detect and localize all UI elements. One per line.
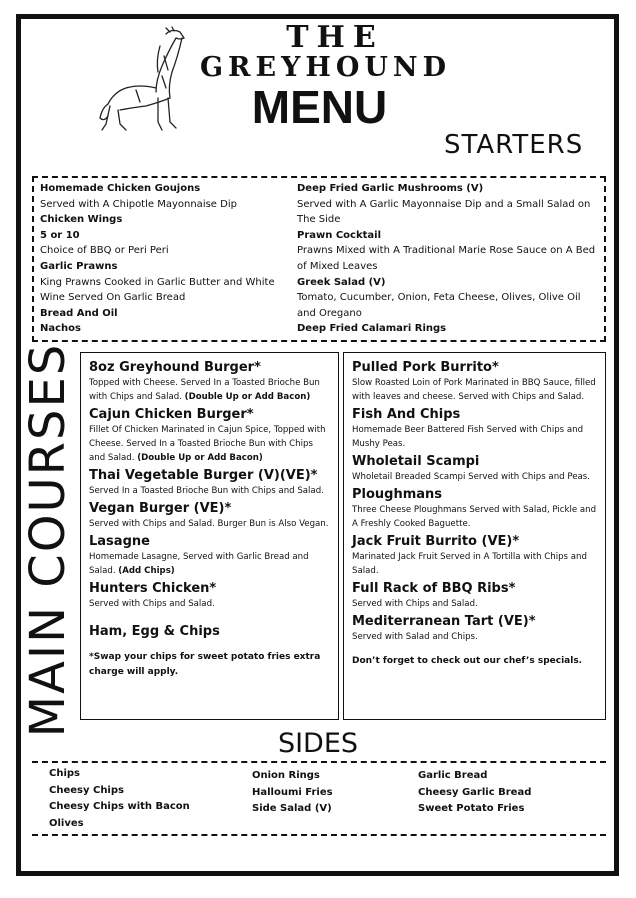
starter-name: Deep Fried Garlic Mushrooms (V) bbox=[297, 183, 484, 194]
starter-name: Chicken Wings bbox=[40, 214, 123, 226]
side-item: Onion Rings bbox=[252, 770, 320, 781]
sweet-potato-note: *Swap your chips for sweet potato fries extra charge will apply. bbox=[89, 652, 321, 677]
main-courses-right-box bbox=[343, 352, 606, 720]
sides-heading: SIDES bbox=[277, 728, 359, 759]
main-item-desc: Served with Chips and Salad. Burger Bun is Also Vegan. bbox=[89, 519, 329, 529]
main-item-name: Mediterranean Tart (VE)* bbox=[352, 614, 536, 629]
starter-desc: King Prawns Cooked in Garlic Butter and White Wine Served On Garlic Bread bbox=[40, 276, 275, 304]
starter-name: Nachos bbox=[40, 323, 81, 335]
main-item-name: Full Rack of BBQ Ribs* bbox=[352, 581, 516, 596]
menu-heading: MENU bbox=[251, 81, 388, 133]
side-item: Sweet Potato Fries bbox=[418, 803, 525, 814]
starter-name: Prawn Cocktail bbox=[297, 229, 382, 241]
main-item-name: Cajun Chicken Burger* bbox=[89, 407, 254, 422]
side-item: Olives bbox=[49, 817, 84, 829]
main-item-desc-text: Topped with Cheese. Served In a Toasted Brioche Bun with Chips and Salad. bbox=[89, 378, 320, 402]
main-item-name: Ploughmans bbox=[352, 487, 443, 502]
main-item-desc: Homemade Beer Battered Fish Served with Chips and Mushy Peas. bbox=[352, 425, 584, 449]
main-item-extra: (Double Up or Add Bacon) bbox=[137, 453, 263, 463]
starter-name: Greek Salad (V) bbox=[297, 276, 386, 288]
side-item: Garlic Bread bbox=[418, 770, 488, 781]
starter-name: Garlic Prawns bbox=[40, 260, 118, 272]
starter-desc: Served with A Garlic Mayonnaise Dip and a Small Salad on The Side bbox=[297, 198, 591, 226]
main-item-name: Hunters Chicken* bbox=[89, 581, 217, 596]
starter-desc: Choice of BBQ or Peri Peri bbox=[40, 245, 169, 257]
main-item-desc: Three Cheese Ploughmans Served with Salad, Pickle and A Freshly Cooked Baguette. bbox=[352, 505, 597, 529]
sides-column-2 bbox=[252, 768, 402, 818]
main-item-name: Pulled Pork Burrito* bbox=[352, 360, 499, 375]
main-courses-heading-wrap bbox=[18, 342, 78, 738]
brand-the: THE bbox=[286, 20, 384, 55]
main-item-name: Thai Vegetable Burger (V)(VE)* bbox=[89, 468, 318, 483]
main-item-extra: (Double Up or Add Bacon) bbox=[184, 392, 311, 402]
main-item-desc: Marinated Jack Fruit Served in A Tortilla with Chips and Salad. bbox=[352, 552, 587, 576]
main-item-desc: Served In a Toasted Brioche Bun with Chips and Salad. bbox=[89, 486, 324, 496]
starter-name: Deep Fried Calamari Rings bbox=[297, 323, 447, 335]
sides-column-3 bbox=[418, 768, 598, 818]
specials-note: Don’t forget to check out our chef’s specials. bbox=[352, 656, 583, 666]
main-item-desc: Wholetail Breaded Scampi Served with Chips and Peas. bbox=[352, 472, 590, 482]
side-item: Cheesy Chips with Bacon bbox=[49, 801, 190, 812]
main-item-name: Vegan Burger (VE)* bbox=[89, 501, 232, 516]
main-item-desc bbox=[89, 550, 330, 578]
main-item-desc bbox=[89, 376, 330, 404]
main-item-name: 8oz Greyhound Burger* bbox=[89, 360, 261, 375]
main-item-desc-text: Homemade Lasagne, Served with Garlic Bread and Salad. bbox=[89, 552, 309, 576]
main-item-desc: Served with Salad and Chips. bbox=[352, 632, 478, 642]
side-item: Cheesy Garlic Bread bbox=[418, 786, 532, 798]
sides-top-divider bbox=[32, 761, 606, 763]
main-item-extra: (Add Chips) bbox=[118, 566, 175, 576]
brand-name: GREYHOUND bbox=[200, 52, 452, 83]
main-item-desc-text: Fillet Of Chicken Marinated in Cajun Spice, Topped with Cheese. Served In a Toasted Brioche Bun with Chips and Salad. bbox=[89, 425, 326, 463]
side-item: Cheesy Chips bbox=[49, 784, 124, 796]
sides-bottom-divider bbox=[32, 834, 606, 836]
spacer bbox=[89, 611, 330, 621]
side-item: Halloumi Fries bbox=[252, 786, 333, 798]
starter-desc: Tomato, Cucumber, Onion, Feta Cheese, Olives, Olive Oil and Oregano bbox=[297, 292, 581, 319]
starter-desc: Served with A Chipotle Mayonnaise Dip bbox=[40, 198, 237, 210]
starter-name: Bread And Oil bbox=[40, 307, 118, 319]
main-item-name: Jack Fruit Burrito (VE)* bbox=[352, 534, 520, 549]
main-item-desc: Slow Roasted Loin of Pork Marinated in BBQ Sauce, filled with leaves and cheese. Served with Chips and Salad. bbox=[352, 378, 596, 402]
starters-heading: STARTERS bbox=[444, 130, 584, 160]
main-item-desc bbox=[89, 423, 330, 465]
main-item-desc: Served with Chips and Salad. bbox=[352, 599, 478, 609]
starters-left-column bbox=[40, 181, 295, 337]
starter-sub: 5 or 10 bbox=[40, 229, 80, 241]
main-courses-left-box bbox=[80, 352, 339, 720]
main-item-desc: Served with Chips and Salad. bbox=[89, 599, 215, 609]
main-item-name: Lasagne bbox=[89, 534, 150, 549]
starter-name: Homemade Chicken Goujons bbox=[40, 183, 201, 194]
main-item-name: Ham, Egg & Chips bbox=[89, 624, 220, 639]
side-item: Chips bbox=[49, 768, 80, 779]
side-item: Side Salad (V) bbox=[252, 803, 332, 814]
main-courses-heading: MAIN COURSES bbox=[20, 342, 76, 738]
main-item-name: Fish And Chips bbox=[352, 407, 461, 422]
greyhound-illustration bbox=[96, 26, 192, 138]
main-item-name: Wholetail Scampi bbox=[352, 454, 480, 469]
sides-column-1 bbox=[49, 766, 239, 832]
starters-right-column bbox=[297, 181, 599, 337]
starter-desc: Prawns Mixed with A Traditional Marie Rose Sauce on A Bed of Mixed Leaves bbox=[297, 245, 596, 272]
